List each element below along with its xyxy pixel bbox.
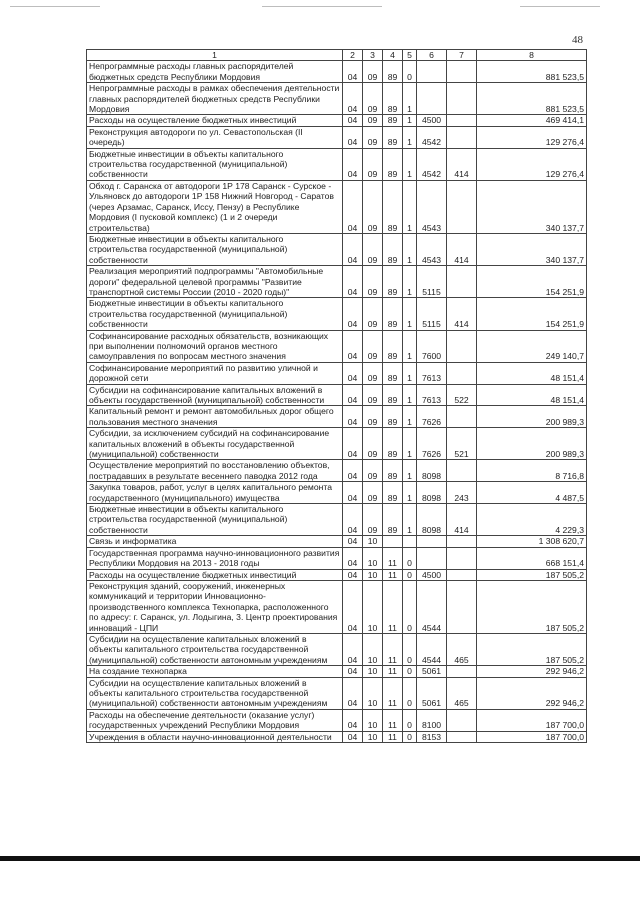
table-row	[87, 504, 587, 536]
subsection-code-cell: 10	[363, 666, 383, 677]
subprogram-code-cell: 1	[403, 428, 417, 460]
subprogram-code-cell: 1	[403, 406, 417, 428]
section-code-cell: 04	[343, 677, 363, 709]
subprogram-code-cell: 1	[403, 482, 417, 504]
amount-cell: 129 276,4	[477, 126, 587, 148]
amount-cell: 4 487,5	[477, 482, 587, 504]
section-code-cell: 04	[343, 731, 363, 742]
target-item-code-cell: 5061	[417, 666, 447, 677]
column-number: 1	[87, 50, 343, 61]
expense-name-cell: Расходы на осуществление бюджетных инвестиций	[87, 115, 343, 126]
subsection-code-cell: 10	[363, 731, 383, 742]
section-code-cell: 04	[343, 180, 363, 233]
target-item-code-cell: 5115	[417, 298, 447, 330]
section-code-cell: 04	[343, 504, 363, 536]
program-code-cell: 11	[383, 633, 403, 665]
expense-type-code-cell	[447, 580, 477, 633]
target-item-code-cell: 7613	[417, 384, 447, 406]
table-row	[87, 547, 587, 569]
program-code-cell: 89	[383, 428, 403, 460]
subsection-code-cell: 09	[363, 83, 383, 115]
expense-name-cell: Обход г. Саранска от автодороги 1Р 178 Саранск - Сурское - Ульяновск до автодороги 1Р 158 Нижний Новгород - Саратов (через Арзамас, Саранск, Иссу, Пензу) в Республике Мордовия (I пусковой комплекс) (1 и 2 очереди строительства)	[87, 180, 343, 233]
subprogram-code-cell: 0	[403, 666, 417, 677]
subprogram-code-cell: 1	[403, 460, 417, 482]
expense-type-code-cell	[447, 547, 477, 569]
subsection-code-cell: 10	[363, 536, 383, 547]
expense-type-code-cell: 522	[447, 384, 477, 406]
target-item-code-cell: 8153	[417, 731, 447, 742]
expense-name-cell: Государственная программа научно-инновационного развития Республики Мордовия на 2013 - 2018 годы	[87, 547, 343, 569]
scan-edge-mark	[10, 6, 100, 7]
program-code-cell: 89	[383, 504, 403, 536]
amount-cell: 249 140,7	[477, 330, 587, 362]
target-item-code-cell	[417, 83, 447, 115]
column-number: 2	[343, 50, 363, 61]
section-code-cell: 04	[343, 709, 363, 731]
section-code-cell: 04	[343, 536, 363, 547]
program-code-cell: 11	[383, 666, 403, 677]
expense-name-cell: Реализация мероприятий подпрограммы "Автомобильные дороги" федеральной целевой программы "Развитие транспортной системы России (2010 - 2020 годы)"	[87, 266, 343, 298]
subsection-code-cell: 09	[363, 233, 383, 265]
amount-cell: 200 989,3	[477, 406, 587, 428]
column-number: 7	[447, 50, 477, 61]
subprogram-code-cell: 1	[403, 180, 417, 233]
table-row	[87, 83, 587, 115]
expense-name-cell: Расходы на осуществление бюджетных инвестиций	[87, 569, 343, 580]
subprogram-code-cell: 0	[403, 580, 417, 633]
amount-cell: 340 137,7	[477, 180, 587, 233]
target-item-code-cell: 4543	[417, 180, 447, 233]
subsection-code-cell: 10	[363, 569, 383, 580]
table-row	[87, 482, 587, 504]
expense-type-code-cell	[447, 126, 477, 148]
subsection-code-cell: 10	[363, 677, 383, 709]
program-code-cell: 11	[383, 580, 403, 633]
subsection-code-cell: 09	[363, 384, 383, 406]
section-code-cell: 04	[343, 384, 363, 406]
table-row	[87, 362, 587, 384]
page-number: 48	[572, 34, 583, 46]
subsection-code-cell: 09	[363, 362, 383, 384]
program-code-cell: 89	[383, 298, 403, 330]
section-code-cell: 04	[343, 61, 363, 83]
target-item-code-cell: 8100	[417, 709, 447, 731]
amount-cell: 48 151,4	[477, 362, 587, 384]
subsection-code-cell: 09	[363, 428, 383, 460]
subprogram-code-cell: 1	[403, 148, 417, 180]
expense-name-cell: Расходы на обеспечение деятельности (оказание услуг) государственных учреждений Республики Мордовия	[87, 709, 343, 731]
target-item-code-cell: 8098	[417, 504, 447, 536]
program-code-cell: 89	[383, 180, 403, 233]
expense-name-cell: Софинансирование расходных обязательств, возникающих при выполнении полномочий органов местного самоуправления по вопросам местного значения	[87, 330, 343, 362]
subprogram-code-cell: 1	[403, 266, 417, 298]
section-code-cell: 04	[343, 580, 363, 633]
section-code-cell: 04	[343, 569, 363, 580]
column-number: 8	[477, 50, 587, 61]
program-code-cell: 89	[383, 83, 403, 115]
program-code-cell: 89	[383, 406, 403, 428]
target-item-code-cell: 4500	[417, 115, 447, 126]
section-code-cell: 04	[343, 83, 363, 115]
program-code-cell: 89	[383, 61, 403, 83]
expense-name-cell: Осуществление мероприятий по восстановлению объектов, пострадавших в результате весеннего паводка 2012 года	[87, 460, 343, 482]
subsection-code-cell: 09	[363, 180, 383, 233]
subsection-code-cell: 09	[363, 115, 383, 126]
column-number: 6	[417, 50, 447, 61]
program-code-cell: 11	[383, 677, 403, 709]
amount-cell: 129 276,4	[477, 148, 587, 180]
expense-name-cell: Субсидии, за исключением субсидий на софинансирование капитальных вложений в объекты государственной (муниципальной) собственности	[87, 428, 343, 460]
expense-name-cell: Реконструкция автодороги по ул. Севастопольская (II очередь)	[87, 126, 343, 148]
amount-cell: 668 151,4	[477, 547, 587, 569]
expense-type-code-cell	[447, 460, 477, 482]
subprogram-code-cell: 1	[403, 330, 417, 362]
expense-name-cell: Непрограммные расходы в рамках обеспечения деятельности главных распорядителей бюджетных средств Республики Мордовия	[87, 83, 343, 115]
section-code-cell: 04	[343, 148, 363, 180]
budget-table	[86, 49, 587, 743]
expense-name-cell: На создание технопарка	[87, 666, 343, 677]
program-code-cell: 11	[383, 731, 403, 742]
subsection-code-cell: 10	[363, 633, 383, 665]
expense-type-code-cell: 414	[447, 233, 477, 265]
target-item-code-cell: 4544	[417, 580, 447, 633]
table-row	[87, 298, 587, 330]
program-code-cell: 89	[383, 126, 403, 148]
amount-cell: 292 946,2	[477, 666, 587, 677]
table-row	[87, 61, 587, 83]
expense-type-code-cell	[447, 406, 477, 428]
expense-type-code-cell	[447, 180, 477, 233]
column-number: 5	[403, 50, 417, 61]
subsection-code-cell: 09	[363, 482, 383, 504]
table-row	[87, 406, 587, 428]
target-item-code-cell: 5061	[417, 677, 447, 709]
table-row	[87, 731, 587, 742]
table-row	[87, 266, 587, 298]
subprogram-code-cell	[403, 536, 417, 547]
target-item-code-cell: 7613	[417, 362, 447, 384]
target-item-code-cell: 7626	[417, 406, 447, 428]
subprogram-code-cell: 1	[403, 504, 417, 536]
expense-name-cell: Субсидии на софинансирование капитальных вложений в объекты государственной (муниципальной) собственности	[87, 384, 343, 406]
subprogram-code-cell: 0	[403, 61, 417, 83]
program-code-cell: 11	[383, 569, 403, 580]
program-code-cell: 89	[383, 233, 403, 265]
expense-type-code-cell	[447, 61, 477, 83]
table-row	[87, 428, 587, 460]
target-item-code-cell: 8098	[417, 460, 447, 482]
subsection-code-cell: 09	[363, 148, 383, 180]
section-code-cell: 04	[343, 298, 363, 330]
amount-cell: 340 137,7	[477, 233, 587, 265]
amount-cell: 292 946,2	[477, 677, 587, 709]
table-row	[87, 460, 587, 482]
section-code-cell: 04	[343, 406, 363, 428]
subsection-code-cell: 09	[363, 460, 383, 482]
table-row	[87, 666, 587, 677]
subsection-code-cell: 09	[363, 504, 383, 536]
expense-type-code-cell	[447, 362, 477, 384]
subsection-code-cell: 09	[363, 61, 383, 83]
amount-cell: 4 229,3	[477, 504, 587, 536]
subsection-code-cell: 09	[363, 126, 383, 148]
expense-type-code-cell	[447, 536, 477, 547]
expense-name-cell: Закупка товаров, работ, услуг в целях капитального ремонта государственного (муниципального) имущества	[87, 482, 343, 504]
column-number: 4	[383, 50, 403, 61]
expense-type-code-cell	[447, 666, 477, 677]
subprogram-code-cell: 0	[403, 547, 417, 569]
program-code-cell: 89	[383, 115, 403, 126]
expense-type-code-cell: 243	[447, 482, 477, 504]
expense-name-cell: Субсидии на осуществление капитальных вложений в объекты капитального строительства государственной (муниципальной) собственности автономным учреждениям	[87, 677, 343, 709]
amount-cell: 200 989,3	[477, 428, 587, 460]
subprogram-code-cell: 1	[403, 362, 417, 384]
expense-name-cell: Субсидии на осуществление капитальных вложений в объекты капитального строительства государственной (муниципальной) собственности автономным учреждениям	[87, 633, 343, 665]
subsection-code-cell: 10	[363, 709, 383, 731]
table-body	[87, 50, 587, 743]
expense-type-code-cell: 465	[447, 633, 477, 665]
section-code-cell: 04	[343, 666, 363, 677]
target-item-code-cell: 4542	[417, 148, 447, 180]
section-code-cell: 04	[343, 460, 363, 482]
expense-type-code-cell	[447, 330, 477, 362]
program-code-cell: 11	[383, 709, 403, 731]
subprogram-code-cell: 0	[403, 731, 417, 742]
target-item-code-cell	[417, 61, 447, 83]
expense-name-cell: Бюджетные инвестиции в объекты капитального строительства государственной (муниципальной) собственности	[87, 298, 343, 330]
subprogram-code-cell: 0	[403, 709, 417, 731]
table-row	[87, 330, 587, 362]
target-item-code-cell: 7600	[417, 330, 447, 362]
subprogram-code-cell: 1	[403, 115, 417, 126]
amount-cell: 187 505,2	[477, 569, 587, 580]
amount-cell: 187 700,0	[477, 709, 587, 731]
target-item-code-cell: 4542	[417, 126, 447, 148]
expense-type-code-cell: 414	[447, 504, 477, 536]
scan-bottom-bar	[0, 856, 640, 861]
subprogram-code-cell: 1	[403, 233, 417, 265]
expense-type-code-cell: 521	[447, 428, 477, 460]
section-code-cell: 04	[343, 362, 363, 384]
target-item-code-cell: 4500	[417, 569, 447, 580]
program-code-cell: 89	[383, 330, 403, 362]
table-row	[87, 677, 587, 709]
section-code-cell: 04	[343, 266, 363, 298]
subsection-code-cell: 10	[363, 580, 383, 633]
target-item-code-cell: 8098	[417, 482, 447, 504]
amount-cell: 187 505,2	[477, 580, 587, 633]
table-row	[87, 384, 587, 406]
expense-name-cell: Учреждения в области научно-инновационной деятельности	[87, 731, 343, 742]
target-item-code-cell: 4544	[417, 633, 447, 665]
table-row	[87, 126, 587, 148]
program-code-cell: 89	[383, 460, 403, 482]
table-row	[87, 233, 587, 265]
expense-type-code-cell: 465	[447, 677, 477, 709]
section-code-cell: 04	[343, 233, 363, 265]
scan-edge-mark	[520, 6, 600, 7]
program-code-cell: 89	[383, 266, 403, 298]
expense-name-cell: Бюджетные инвестиции в объекты капитального строительства государственной (муниципальной) собственности	[87, 148, 343, 180]
expense-name-cell: Бюджетные инвестиции в объекты капитального строительства государственной (муниципальной) собственности	[87, 233, 343, 265]
table-row	[87, 633, 587, 665]
amount-cell: 187 505,2	[477, 633, 587, 665]
subsection-code-cell: 09	[363, 266, 383, 298]
section-code-cell: 04	[343, 115, 363, 126]
column-number: 3	[363, 50, 383, 61]
amount-cell: 154 251,9	[477, 266, 587, 298]
subsection-code-cell: 09	[363, 406, 383, 428]
expense-type-code-cell	[447, 266, 477, 298]
amount-cell: 469 414,1	[477, 115, 587, 126]
table-row	[87, 115, 587, 126]
expense-name-cell: Софинансирование мероприятий по развитию уличной и дорожной сети	[87, 362, 343, 384]
expense-name-cell: Связь и информатика	[87, 536, 343, 547]
expense-type-code-cell	[447, 731, 477, 742]
amount-cell: 881 523,5	[477, 61, 587, 83]
section-code-cell: 04	[343, 126, 363, 148]
subprogram-code-cell: 0	[403, 569, 417, 580]
subsection-code-cell: 09	[363, 330, 383, 362]
target-item-code-cell: 7626	[417, 428, 447, 460]
section-code-cell: 04	[343, 547, 363, 569]
expense-type-code-cell	[447, 709, 477, 731]
expense-name-cell: Бюджетные инвестиции в объекты капитального строительства государственной (муниципальной) собственности	[87, 504, 343, 536]
subprogram-code-cell: 0	[403, 633, 417, 665]
program-code-cell: 11	[383, 547, 403, 569]
expense-name-cell: Капитальный ремонт и ремонт автомобильных дорог общего пользования местного значения	[87, 406, 343, 428]
amount-cell: 1 308 620,7	[477, 536, 587, 547]
expense-name-cell: Непрограммные расходы главных распорядителей бюджетных средств Республики Мордовия	[87, 61, 343, 83]
section-code-cell: 04	[343, 633, 363, 665]
expense-name-cell: Реконструкция зданий, сооружений, инженерных коммуникаций и территории Инновационно-производственного комплекса Технопарка, расположенного по адресу: г. Саранск, ул. Лодыгина, 3. Центр проектирования инноваций - ЦПИ	[87, 580, 343, 633]
subprogram-code-cell: 1	[403, 298, 417, 330]
expense-type-code-cell: 414	[447, 298, 477, 330]
section-code-cell: 04	[343, 482, 363, 504]
target-item-code-cell	[417, 547, 447, 569]
column-number-row	[87, 50, 587, 61]
subprogram-code-cell: 1	[403, 83, 417, 115]
program-code-cell: 89	[383, 384, 403, 406]
amount-cell: 187 700,0	[477, 731, 587, 742]
subprogram-code-cell: 0	[403, 677, 417, 709]
expense-type-code-cell	[447, 115, 477, 126]
amount-cell: 48 151,4	[477, 384, 587, 406]
subprogram-code-cell: 1	[403, 384, 417, 406]
scan-edge-mark	[262, 6, 382, 7]
section-code-cell: 04	[343, 428, 363, 460]
table-row	[87, 569, 587, 580]
expense-type-code-cell	[447, 83, 477, 115]
program-code-cell: 89	[383, 362, 403, 384]
expense-type-code-cell	[447, 569, 477, 580]
target-item-code-cell: 5115	[417, 266, 447, 298]
program-code-cell: 89	[383, 148, 403, 180]
expense-type-code-cell: 414	[447, 148, 477, 180]
amount-cell: 154 251,9	[477, 298, 587, 330]
table-row	[87, 536, 587, 547]
target-item-code-cell	[417, 536, 447, 547]
subsection-code-cell: 09	[363, 298, 383, 330]
table-row	[87, 709, 587, 731]
amount-cell: 881 523,5	[477, 83, 587, 115]
table-row	[87, 148, 587, 180]
amount-cell: 8 716,8	[477, 460, 587, 482]
program-code-cell	[383, 536, 403, 547]
subprogram-code-cell: 1	[403, 126, 417, 148]
program-code-cell: 89	[383, 482, 403, 504]
section-code-cell: 04	[343, 330, 363, 362]
target-item-code-cell: 4543	[417, 233, 447, 265]
table-row	[87, 580, 587, 633]
subsection-code-cell: 10	[363, 547, 383, 569]
table-row	[87, 180, 587, 233]
